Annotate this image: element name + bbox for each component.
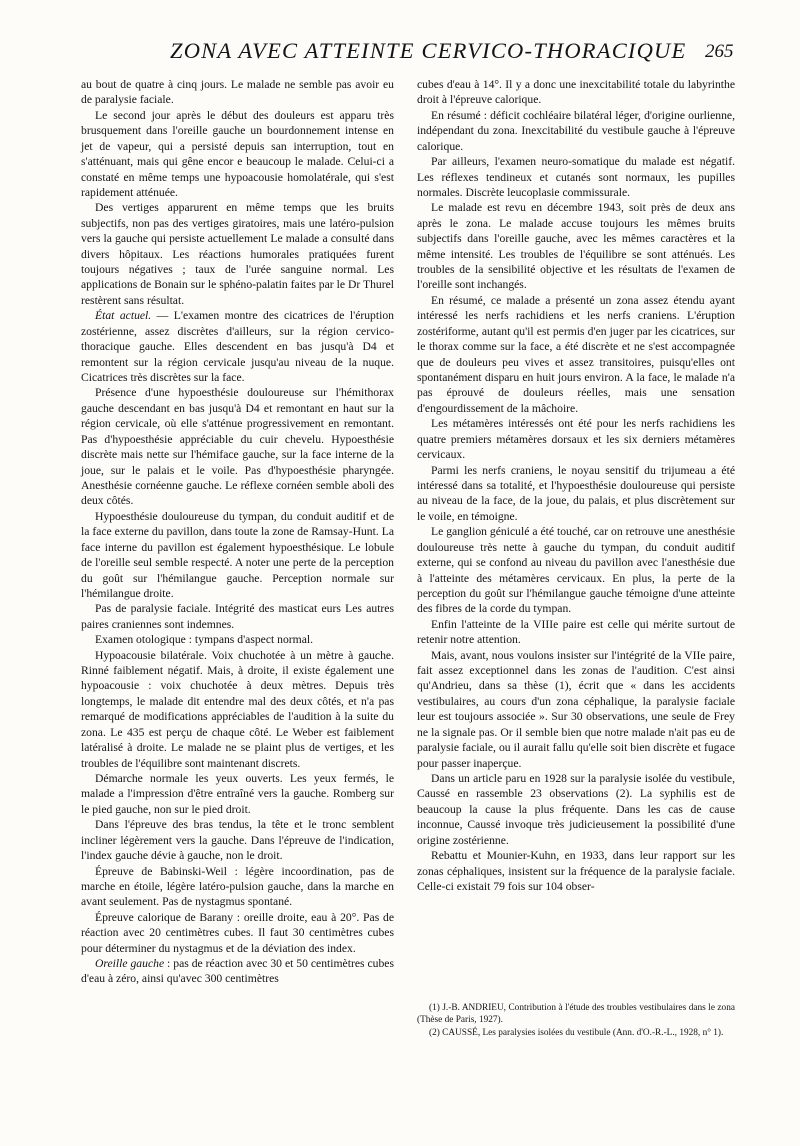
footnote: (1) J.-B. ANDRIEU, Contribution à l'étude des troubles vestibulaires dans le zona (Thèse de Paris, 1927). <box>417 1003 735 1026</box>
running-title: ZONA AVEC ATTEINTE CERVICO-THORACIQUE <box>170 38 687 63</box>
paragraph-oreille-gauche <box>81 956 394 987</box>
paragraph: cubes d'eau à 14°. Il y a donc une inexcitabilité totale du labyrinthe droit à l'épreuve calorique. <box>417 78 735 107</box>
footnote: (2) CAUSSÉ, Les paralysies isolées du vestibule (Ann. d'O.-R.-L., 1928, n° 1). <box>429 1028 724 1039</box>
paragraph: Présence d'une hypoesthésie douloureuse sur l'hémithorax gauche descendant en bas jusqu'à D4 et remontant en haut sur la région cervicale, où elle s'atténue progressivement en remontant. Pas d'hypoesthésie appréciable du cuir chevelu. Hypoesthésie discrète mais nette sur l'hémiface gauche, sur la face interne de la joue, sur le palais et le voile. Pas d'hypoesthésie pharyngée. Anesthésie cornéenne gauche. Le réflexe cornéen semble aboli des deux côtés. <box>81 386 394 508</box>
paragraph: Rebattu et Mounier-Kuhn, en 1933, dans leur rapport sur les zonas céphaliques, insistent sur la fréquence de la paralysie faciale. Celle-ci existait 79 fois sur 104 obser- <box>417 849 735 893</box>
paragraph: Par ailleurs, l'examen neuro-somatique du malade est négatif. Les réflexes tendineux et cutanés sont normaux, les pupilles normales. Discrète leucoplasie commissurale. <box>417 155 735 199</box>
paragraph: Démarche normale les yeux ouverts. Les yeux fermés, le malade a l'impression d'être entraîné vers la gauche. Romberg sur le pied gauche, non sur le pied droit. <box>81 771 394 816</box>
page-number: 265 <box>705 41 734 62</box>
paragraph: Pas de paralysie faciale. Intégrité des masticat eurs Les autres paires craniennes sont indemnes. <box>81 602 394 631</box>
paragraph: Des vertiges apparurent en même temps que les bruits subjectifs, non pas des vertiges giratoires, mais une latéro-pulsion vers la gauche qui persiste actuellement Le malade a consulté dans divers hôpitaux. Les réactions humorales pratiquées furent toujours négatives ; taux de l'urée sanguine normal. Les applications de Bonain sur le sphéno-palatin faites par le Dr Thurel restèrent sans résultat. <box>81 201 394 307</box>
paragraph: Épreuve calorique de Barany : oreille droite, eau à 20°. Pas de réaction avec 20 centimètres cubes. Il faut 30 centimètres cubes pour déterminer du nystagmus et de la déviation des index. <box>81 910 394 955</box>
paragraph: Dans un article paru en 1928 sur la paralysie isolée du vestibule, Caussé en rassemble 23 observations (2). La syphilis est de beaucoup la cause la plus fréquente. Dans les cas de cause inconnue, Caussé invoque très judicieusement la possibilité d'une origine zostérienne. <box>417 771 735 847</box>
paragraph: Les métamères intéressés ont été pour les nerfs rachidiens les quatre premiers métamères dorsaux et les six derniers métamères cervicaux. <box>417 417 735 462</box>
paragraph: Examen otologique : tympans d'aspect normal. <box>95 633 314 647</box>
etat-actuel-text: — L'examen montre des cicatrices de l'éruption zostérienne, assez discrètes d'ailleurs, sur la région cervico-thoracique gauche. Elles descendent en bas jusqu'à D4 et remontent sur la région cervicale jusqu'au niveau de la nuque. Cicatrices très discrètes sur la face. <box>81 309 394 385</box>
oreille-gauche-text: : pas de réaction avec 30 et 50 centimètres cubes d'eau à zéro, ainsi qu'avec 300 centimètres <box>81 957 394 986</box>
paragraph: Le second jour après le début des douleurs est apparu très brusquement dans l'oreille gauche un bourdonnement intense en jet de vapeur, qui a persisté depuis san interruption, tout en s'atténuant, mais qui gêne encor e beaucoup le malade. Celui-ci a constaté en même temps une hypoacousie homolatérale, qui s'est rapidement atténuée. <box>81 108 394 199</box>
paragraph: Dans l'épreuve des bras tendus, la tête et le tronc semblent incliner légèrement vers la gauche. Dans l'épreuve de l'indication, l'index gauche dévie à gauche, non le droit. <box>81 818 394 863</box>
paragraph: Le ganglion géniculé a été touché, car on retrouve une anesthésie douloureuse très nette à gauche du tympan, du conduit auditif externe, qui se confond au niveau du pavillon avec l'anesthésie due à l'atteinte des métamères cervicaux. En plus, la perte de la perception du goût sur l'hémilangue gauche témoigne d'une atteinte des fibres de la corde du tympan. <box>417 525 735 616</box>
section-label-etat-actuel: État actuel. <box>95 309 152 323</box>
paragraph: Hypoacousie bilatérale. Voix chuchotée à un mètre à gauche. Rinné faiblement négatif. Mais, à droite, il existe également une hypoacousie : voix chuchotée à deux mètres. Depuis très longtemps, le malade dit entendre mal des deux côtés, et n'a pas remarqué de modifications appréciables de l'audition à la suite du zona. Le 435 est perçu de chaque côté. Le Weber est faiblement latéralisé à droite. Le malade ne se plaint plus de vertiges, et les troubles de l'équilibre sont maintenant discrets. <box>81 648 394 770</box>
paragraph-etat-actuel <box>81 308 394 385</box>
paragraph: au bout de quatre à cinq jours. Le malade ne semble pas avoir eu de paralysie faciale. <box>81 78 394 107</box>
paragraph: Parmi les nerfs craniens, le noyau sensitif du trijumeau a été intéressé dans sa totalité, et l'hypoesthésie douloureuse qui persiste au niveau de la face, de la joue, du palais, et plus discrètement sur le voile, en témoigne. <box>417 463 735 523</box>
right-column <box>417 77 735 894</box>
paragraph: Le malade est revu en décembre 1943, soit près de deux ans après le zona. Le malade accuse toujours les mêmes bruits subjectifs dans l'oreille gauche, avec les mêmes caractères et la même intensité. Les troubles de l'équilibre se sont atténués. Les troubles de la sensibilité objective et les résultats de l'examen de l'oreille sont inchangés. <box>417 201 735 292</box>
paragraph: En résumé : déficit cochléaire bilatéral léger, d'origine ourlienne, indépendant du zona. Inexcitabilité du vestibule gauche à l'épreuve calorique. <box>417 108 735 153</box>
paragraph: Hypoesthésie douloureuse du tympan, du conduit auditif et de la face externe du pavillon, dans toute la zone de Ramsay-Hunt. La face interne du pavillon est également hypoesthésique. Le lobule de l'oreille seul semble respecté. A noter une perte de la perception du goût sur l'hémilangue gauche. Perception normale sur l'hémilangue droite. <box>81 509 394 600</box>
paragraph: En résumé, ce malade a présenté un zona assez étendu ayant intéressé les nerfs rachidiens et les nerfs craniens. L'éruption zostériforme, autant qu'il est permis d'en juger par les cicatrices, sur le thorax comme sur la face, a été discrète et ne s'est accompagnée que de douleurs peu vives et assez transitoires, puisqu'elles ont spontanément disparu en huit jours environ. A la face, le malade n'a pas éprouvé de douleurs réelles, mais une sensation d'engourdissement de la mâchoire. <box>417 293 735 415</box>
paragraph: Mais, avant, nous voulons insister sur l'intégrité de la VIIe paire, fait assez exceptionnel dans les zonas de l'audition. C'est ainsi qu'Andrieu, dans sa thèse (1), écrit que « dans les accidents vestibulaires, au cours d'un zona céphalique, la paralysie faciale leur est toujours associée ». Sur 30 observations, une seule de Frey ne la signale pas. Or il semble bien que notre malade n'ait pas eu de paralysie faciale, ou il aurait fallu qu'elle soit bien discrète et fugace pour passer inaperçue. <box>417 648 735 770</box>
paragraph: Enfin l'atteinte de la VIIIe paire est celle qui mérite surtout de retenir notre attention. <box>417 617 735 647</box>
paragraph: Épreuve de Babinski-Weil : légère incoordination, pas de marche en étoile, légère latéro-pulsion gauche, dans la marche en avant seulement. Pas de nystagmus spontané. <box>81 864 394 909</box>
section-label-oreille-gauche: Oreille gauche <box>95 957 165 971</box>
page-header <box>0 38 800 72</box>
footnotes <box>417 1002 735 1041</box>
left-column <box>81 77 394 987</box>
